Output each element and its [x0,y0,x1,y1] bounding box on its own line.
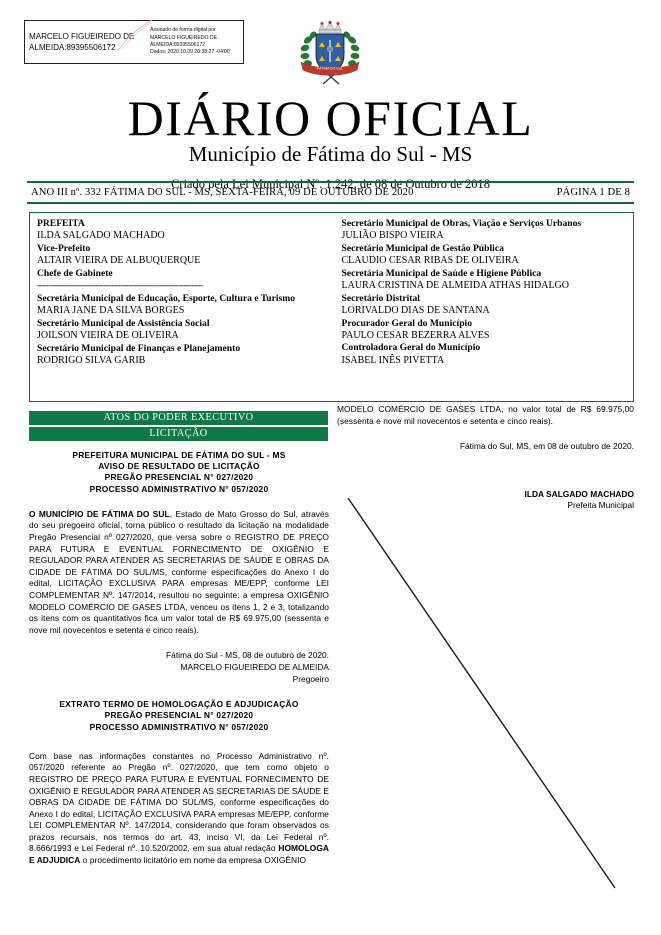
svg-text:FÁTIMA DO SUL: FÁTIMA DO SUL [317,66,343,71]
officials-column-right [332,213,634,401]
official-role: Procurador Geral do Município [341,317,472,329]
signature-detail-line-4: Dados: 2020.10.09 20:38:27 -04'00' [150,49,231,56]
signature-detail-line-2: MARCELO FIGUEIREDO DE [150,34,217,41]
officials-separator: ------------------------------------------------------------ [37,281,203,292]
article1-body-text: , Estado de Mato Grosso do Sul, através do seu pregoeiro oficial, torna público o resultado da licitação na modalidade Pregão Presencial nº 027/2020, que versa sobre o REGISTRO DE PREÇO PARA FUTURA E EVENTUAL FORNECIMENTO DE OXIGÊNIO E REGULADOR PARA ATENDER AS SECRETARIAS DE SÁUDE E OBRAS DA CIDADE DE FÁTIMA DO SUL/MS, conforme especificações do Anexo I do edital, LICITAÇÃO EXCLUSIVA PARA empresas ME/EPP, conforme LEI COMPLEMENTAR Nº. 147/2014, resultou no seguinte: a empresa OXIGÊNIO MODELO COMÉRCIO DE GASES LTDA, venceu os itens 1, 2 e 3, totalizando os itens com os quantitativos fica um valor total de R$ 69.975,00 (sessenta e nove mil novecentos e setenta e cinco reais). [29,508,329,635]
article2-body-part1: Com base nas informações constantes no Processo Administrativo nº. 057/2020 referente ao Pregão nº. 027/2020, que tem como objeto o REGISTRO DE PREÇO PARA FUTURA E EVENTUAL FORNECIMENTO DE OXIGÊNIO E REGULADOR PARA ATENDER AS SECRETARIAS DE SÁUDE E OBRAS DA CIDADE DE FÁTIMA DO SUL/MS, conforme especificações do Anexo I do edital, LICITAÇÃO EXCLUSIVA PARA empresas ME/EPP, conforme LEI COMPLEMENTAR Nº. 147/2014, considerando que foram observados os prazos recursais, nos termos do art. 43, inciso VI, da Lei Federal nº. 8.666/1993 e Lei Federal nº. 10.520/2002, em sua atual redação [29,750,329,854]
article2-heading-line-3: PROCESSO ADMINISTRATIVO N° 057/2020 [89,721,269,732]
issue-info-bar [27,181,634,204]
masthead-subtitle: Município de Fátima do Sul - MS [188,142,473,166]
official-name: LAURA CRISTINA DE ALMEIDA ATHAS HIDALGO [341,280,570,292]
page-number: PÁGINA 1 DE 8 [556,187,630,198]
official-role: Secretária Municipal de Educação, Esporte, Cultura e Turismo [37,293,296,305]
masthead [0,92,661,192]
masthead-law-line: Criado pela Lei Municipal Nº. 1.242, de 08 de Outubro de 2018 [170,177,491,191]
official-name: ALTAIR VIEIRA DE ALBUQUERQUE [37,255,201,267]
section-banner-licitacao: LICITAÇÃO [29,427,328,441]
official-role: Secretário Municipal de Gestão Pública [341,242,504,254]
signature-detail-line-1: Assinado de forma digital por [150,27,216,34]
article2-place-date-block [337,441,634,453]
official-name: MARIA JANE DA SILVA BORGES [37,305,185,317]
official-role: Vice-Prefeito [37,242,91,254]
article1-heading-line-1: PREFEITURA MUNICIPAL DE FÁTIMA DO SUL - MS [72,450,286,460]
column-left [29,450,329,867]
article1-heading-line-4: PROCESSO ADMINISTRATIVO N° 057/2020 [89,483,269,494]
article1-body [29,509,329,637]
issue-reference: ANO III nº. 332 FÁTIMA DO SUL - MS, SEXTA-FEIRA, 09 DE OUTUBRO DE 2020 [31,187,414,198]
signature-signer-line-2: ALMEIDA:89395506172 [29,43,116,52]
official-role: Secretário Municipal de Assistência Social [37,317,210,329]
official-role: Secretário Municipal de Obras, Viação e Serviços Urbanos [341,218,582,229]
article1-signer-role: Pregoeiro [292,673,329,684]
article2-body [29,751,329,867]
officials-column-left [30,213,332,401]
article1-signature-block [29,650,329,685]
official-role: PREFEITA [37,218,85,229]
page-title: DIÁRIO OFICIAL [127,90,534,146]
article2-continuation: MODELO COMÉRCIO DE GASES LTDA, no valor total de R$ 69.975,00 (sessenta e nove mil novecentos e setenta e cinco reais). [337,404,634,426]
article2-signer: ILDA SALGADO MACHADO [524,488,634,499]
officials-box [29,212,634,402]
official-role: Secretário Municipal de Finanças e Planejamento [37,342,241,354]
article2-heading [29,699,329,733]
article1-place-date: Fátima do Sul - MS, 08 de outubro de 2020. [166,650,329,661]
section-banner-atos-poder-executivo: ATOS DO PODER EXECUTIVO [29,411,328,425]
official-name: RODRIGO SILVA GARIB [37,355,146,367]
official-name: JULIÃO BISPO VIEIRA [341,230,444,242]
official-role: Secretário Distrital [341,292,420,304]
official-role: Chefe de Gabinete [37,267,113,279]
digital-signature-stamp [24,20,244,64]
official-name: ILDA SALGADO MACHADO [37,230,165,242]
official-name: PAULO CESAR BEZERRA ALVES [341,329,490,341]
official-role: Controladora Geral do Município [341,342,481,354]
article2-body-bold: HOMOLOGA E ADJUDICA [29,843,329,866]
signature-signer-line-1: MARCELO FIGUEIREDO DE [29,32,135,41]
article2-heading-line-1: EXTRATO TERMO DE HOMOLOGAÇÃO E ADJUDICAÇÃO [59,699,299,710]
coat-of-arms-icon [295,18,365,86]
blank-space-diagonal-rule [330,496,630,896]
article1-lead: O MUNICÍPIO DE FÁTIMA DO SUL [29,508,170,519]
official-name: ISABEL INÊS PIVETTA [341,354,445,366]
official-name: JOILSON VIEIRA DE OLIVEIRA [37,330,179,342]
article1-heading-line-3: PREGÃO PRESENCIAL N° 027/2020 [104,472,254,483]
article1-heading-line-2: AVISO DE RESULTADO DE LICITAÇÃO [98,461,260,472]
article2-signer-role: Prefeita Municipal [567,500,634,511]
official-name: CLAUDIO CESAR RIBAS DE OLIVEIRA [341,255,519,267]
article1-signer: MARCELO FIGUEIREDO DE ALMEIDA [180,661,329,672]
article2-place-date: Fátima do Sul, MS, em 08 de outubro de 2020. [459,441,634,452]
signature-details [147,27,243,57]
signature-detail-line-3: ALMEIDA:89395506172 [150,42,206,48]
article2-body-part2: o procedimento licitatório em nome da empresa OXIGÊNIO [80,855,307,866]
signature-signer-name [25,31,147,53]
official-role: Secretária Municipal de Saúde e Higiene Pública [341,267,542,279]
article2-heading-line-2: PREGÃO PRESENCIAL N° 027/2020 [104,710,254,721]
official-name: LORIVALDO DIAS DE SANTANA [341,304,490,316]
article1-heading [29,450,329,495]
